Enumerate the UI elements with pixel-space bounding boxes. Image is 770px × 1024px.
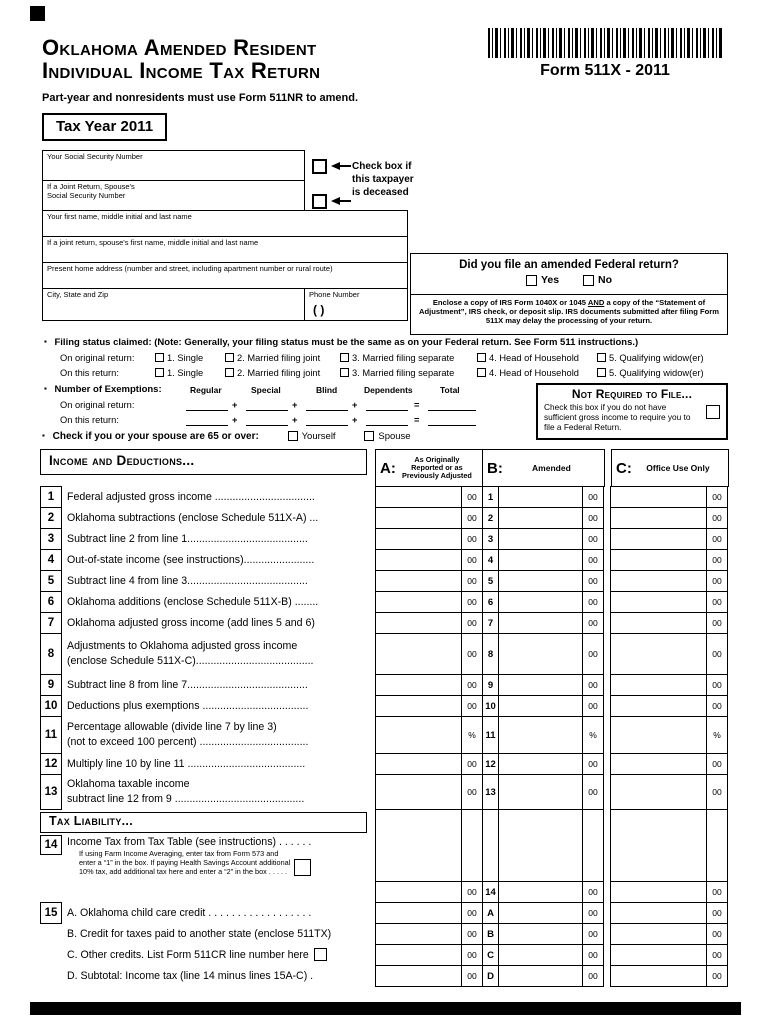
spouse-ssn-label: If a Joint Return, Spouse's Social Security Number xyxy=(47,182,135,200)
line-15d-col-c[interactable]: 00 xyxy=(610,965,728,987)
line-15a-col-a[interactable]: 00 xyxy=(375,902,483,924)
line-15c-col-b[interactable]: 00 xyxy=(498,944,604,966)
line-number: 10 xyxy=(40,695,62,717)
name-field[interactable]: Your first name, middle initial and last name xyxy=(42,210,408,237)
line-7-col-b[interactable]: 00 xyxy=(498,612,604,634)
address-field[interactable]: Present home address (number and street, including apartment number or rural route) xyxy=(42,262,408,289)
line-3-col-c[interactable]: 00 xyxy=(610,528,728,550)
line-10-col-b[interactable]: 00 xyxy=(498,695,604,717)
this-regular-blank[interactable] xyxy=(186,415,228,426)
column-c-header: C: Office Use Only xyxy=(611,449,729,487)
phone-parentheses: ( ) xyxy=(313,302,325,317)
this-qualifying-widow-checkbox[interactable] xyxy=(597,368,606,377)
line-15a-col-c[interactable]: 00 xyxy=(610,902,728,924)
orig-blind-blank[interactable] xyxy=(306,400,348,411)
orig-total-blank[interactable] xyxy=(428,400,476,411)
line-6-col-a[interactable]: 00 xyxy=(375,591,483,613)
arrow-left-icon xyxy=(331,197,351,205)
phone-field[interactable]: Phone Number ( ) xyxy=(304,288,408,321)
amended-federal-question-box xyxy=(410,253,728,295)
line-14-code-box[interactable] xyxy=(294,859,311,876)
income-deductions-table xyxy=(40,449,730,987)
this-dependents-blank[interactable] xyxy=(366,415,408,426)
age-65-section: ▪ Check if you or your spouse are 65 or over: Yourself Spouse xyxy=(42,431,411,442)
line-15d-row: D. Subtotal: Income tax (line 14 minus lines 15A-C) . 00 D 00 00 xyxy=(40,965,730,987)
exemptions-section: ▪ Number of Exemptions: Regular Special Blind Dependents Total On original return: + + + = On this return: + + + = xyxy=(42,384,534,432)
yourself-65-checkbox[interactable] xyxy=(288,431,298,441)
line-4-col-b[interactable]: 00 xyxy=(498,549,604,571)
line-number: 3 xyxy=(40,528,62,550)
this-blind-blank[interactable] xyxy=(306,415,348,426)
line-number: 11 xyxy=(40,716,62,754)
orig-special-blank[interactable] xyxy=(246,400,288,411)
table-row-12: 12 Multiply line 10 by line 11 ........................................ 00 12 00 00 xyxy=(40,753,730,775)
table-row-6: 6 Oklahoma additions (enclose Schedule 511X-B) ........ 00 6 00 00 xyxy=(40,591,730,613)
orig-qualifying-widow-checkbox[interactable] xyxy=(597,353,606,362)
col-special: Special xyxy=(251,385,281,395)
line-number: 4 xyxy=(40,549,62,571)
line-5-col-c[interactable]: 00 xyxy=(610,570,728,592)
orig-single-checkbox[interactable] xyxy=(155,353,164,362)
line-15c-col-c[interactable]: 00 xyxy=(610,944,728,966)
barcode xyxy=(488,28,722,58)
line-14-row: 14 Income Tax from Tax Table (see instructions) . . . . . . If using Farm Income Averaging, enter tax from Form 573 and enter a “1” in the box. If paying Health Savings Account additional 10% tax, add additional tax here and enter a “2” in the box . . . . . xyxy=(40,835,375,876)
federal-enclosure-note: Enclose a copy of IRS Form 1040X or 1045 AND a copy of the “Statement of Adjustment”, IRS check, or deposit slip. IRS documents submitted after filing Form 511X may delay the processing of your return. xyxy=(410,294,728,335)
line-6-col-c[interactable]: 00 xyxy=(610,591,728,613)
federal-no-label: No xyxy=(598,274,613,286)
table-row-3: 3 Subtract line 2 from line 1......................................... 00 3 00 00 xyxy=(40,528,730,550)
ssn-label: Your Social Security Number xyxy=(47,152,143,161)
federal-no-checkbox[interactable] xyxy=(583,275,594,286)
form-number: Form 511X - 2011 xyxy=(540,62,670,79)
line-15b-row: B. Credit for taxes paid to another state (enclose 511TX) 00 B 00 00 xyxy=(40,923,730,945)
line-13-col-a[interactable]: 00 xyxy=(375,774,483,810)
line-2-col-c[interactable]: 00 xyxy=(610,507,728,529)
this-single-checkbox[interactable] xyxy=(155,368,164,377)
line-1-col-b[interactable]: 00 xyxy=(498,486,604,508)
this-head-of-household-checkbox[interactable] xyxy=(477,368,486,377)
line-12-col-c[interactable]: 00 xyxy=(610,753,728,775)
column-a-header: A: As Originally Reported or as Previously Adjusted xyxy=(375,449,483,487)
filing-status-section: ▪ Filing status claimed: (Note: Generally, your filing status must be the same as on your Federal return. See Form 511 instructions.) On original return: 1. Single 2. Married filing joint 3. Married filing separate 4. Head of Household 5. Qualifying widow(er) On this return: 1. Single 2. Married filing joint 3. Married filing separate 4. Head of Household 5. Qualifying widow(er) xyxy=(44,337,704,378)
table-row-10: 10 Deductions plus exemptions .................................... 00 10 00 00 xyxy=(40,695,730,717)
line-9-col-a[interactable]: 00 xyxy=(375,674,483,696)
line-14-col-c[interactable]: 00 xyxy=(610,881,728,903)
bullet-icon: ▪ xyxy=(44,337,47,346)
orig-married-joint-checkbox[interactable] xyxy=(225,353,234,362)
line-12-col-b[interactable]: 00 xyxy=(498,753,604,775)
line-14-entry-area-c[interactable] xyxy=(610,809,728,882)
bullet-icon: ▪ xyxy=(42,431,45,440)
line-number: 9 xyxy=(40,674,62,696)
bullet-icon: ▪ xyxy=(44,384,47,393)
line-11-col-b[interactable]: % xyxy=(498,716,604,754)
taxpayer-deceased-checkbox[interactable] xyxy=(312,159,327,174)
federal-yes-checkbox[interactable] xyxy=(526,275,537,286)
col-regular: Regular xyxy=(190,385,222,395)
table-row-13: 13 Oklahoma taxable income subtract line 12 from 9 ............................................ 00 13 00 00 xyxy=(40,774,730,810)
orig-married-separate-checkbox[interactable] xyxy=(340,353,349,362)
table-row-4: 4 Out-of-state income (see instructions)........................ 00 4 00 00 xyxy=(40,549,730,571)
tax-year-box: Tax Year 2011 xyxy=(42,113,167,141)
line-1-col-c[interactable]: 00 xyxy=(610,486,728,508)
form-511cr-line-box[interactable] xyxy=(314,948,327,961)
line-2-col-b[interactable]: 00 xyxy=(498,507,604,529)
tax-liability-heading: Tax Liability... xyxy=(40,812,367,833)
col-dependents: Dependents xyxy=(364,385,413,395)
line-8-col-c[interactable]: 00 xyxy=(610,633,728,675)
line-5-col-b[interactable]: 00 xyxy=(498,570,604,592)
not-required-to-file-box: Not Required to File... Check this box if you do not have sufficient gross income to require you to file a Federal Return. xyxy=(536,383,728,440)
line-10-col-a[interactable]: 00 xyxy=(375,695,483,717)
spouse-65-checkbox[interactable] xyxy=(364,431,374,441)
line-14-col-b[interactable]: 00 xyxy=(498,881,604,903)
line-10-col-c[interactable]: 00 xyxy=(610,695,728,717)
line-8-col-a[interactable]: 00 xyxy=(375,633,483,675)
line-number: 6 xyxy=(40,591,62,613)
line-number: 12 xyxy=(40,753,62,775)
table-row-7: 7 Oklahoma adjusted gross income (add lines 5 and 6) 00 7 00 00 xyxy=(40,612,730,634)
filing-status-heading: ▪ Filing status claimed: (Note: Generally, your filing status must be the same as on your Federal return. See Form 511 instructions.) xyxy=(44,337,639,348)
not-required-checkbox[interactable] xyxy=(706,405,720,419)
amended-federal-question: Did you file an amended Federal return? xyxy=(459,259,679,271)
line-14-col-a[interactable]: 00 xyxy=(375,881,483,903)
line-12-col-a[interactable]: 00 xyxy=(375,753,483,775)
ssn-field[interactable] xyxy=(42,150,305,181)
form-subtitle: Part-year and nonresidents must use Form 511NR to amend. xyxy=(42,92,359,104)
table-row-9: 9 Subtract line 8 from line 7......................................... 00 9 00 00 xyxy=(40,674,730,696)
table-row-5: 5 Subtract line 4 from line 3......................................... 00 5 00 00 xyxy=(40,570,730,592)
city-state-zip-field[interactable]: City, State and Zip xyxy=(42,288,305,321)
line-15b-col-a[interactable]: 00 xyxy=(375,923,483,945)
line-15a-row: 15 A. Oklahoma child care credit . . . . . . . . . . . . . . . . . . 00 A 00 00 xyxy=(40,902,730,924)
orig-head-of-household-checkbox[interactable] xyxy=(477,353,486,362)
deceased-note: Check box if this taxpayer is deceased xyxy=(352,161,414,198)
spouse-ssn-field[interactable] xyxy=(42,180,305,211)
line-15d-col-a[interactable]: 00 xyxy=(375,965,483,987)
line-8-col-b[interactable]: 00 xyxy=(498,633,604,675)
line-15d-col-b[interactable]: 00 xyxy=(498,965,604,987)
line-3-col-a[interactable]: 00 xyxy=(375,528,483,550)
line-13-col-c[interactable]: 00 xyxy=(610,774,728,810)
table-row-1: 1 Federal adjusted gross income .................................. 00 1 00 00 xyxy=(40,486,730,508)
line-9-col-c[interactable]: 00 xyxy=(610,674,728,696)
spouse-deceased-checkbox[interactable] xyxy=(312,194,327,209)
orig-dependents-blank[interactable] xyxy=(366,400,408,411)
line-15b-col-b[interactable]: 00 xyxy=(498,923,604,945)
line-1-col-a[interactable]: 00 xyxy=(375,486,483,508)
exemptions-heading: ▪ Number of Exemptions: xyxy=(44,384,162,395)
this-married-joint-checkbox[interactable] xyxy=(225,368,234,377)
table-row-2: 2 Oklahoma subtractions (enclose Schedule 511X-A) ... 00 2 00 00 xyxy=(40,507,730,529)
not-required-title: Not Required to File... xyxy=(571,387,693,401)
line-number: 15 xyxy=(40,902,62,924)
line-14-entry-area-a[interactable] xyxy=(375,809,483,882)
line-11-col-c[interactable]: % xyxy=(610,716,728,754)
line-13-col-b[interactable]: 00 xyxy=(498,774,604,810)
line-number: 8 xyxy=(40,633,62,675)
col-blind: Blind xyxy=(316,385,338,395)
line-number: 2 xyxy=(40,507,62,529)
arrow-left-icon xyxy=(331,162,351,170)
form-title: Oklahoma Amended Resident Individual Income Tax Return xyxy=(42,35,321,83)
col-total: Total xyxy=(440,385,460,395)
line-4-col-a[interactable]: 00 xyxy=(375,549,483,571)
this-married-separate-checkbox[interactable] xyxy=(340,368,349,377)
line-number: 14 xyxy=(40,835,62,855)
line-15b-col-c[interactable]: 00 xyxy=(610,923,728,945)
line-5-col-a[interactable]: 00 xyxy=(375,570,483,592)
line-7-col-c[interactable]: 00 xyxy=(610,612,728,634)
this-total-blank[interactable] xyxy=(428,415,476,426)
this-special-blank[interactable] xyxy=(246,415,288,426)
line-15c-row: C. Other credits. List Form 511CR line number here 00 C 00 00 xyxy=(40,944,730,966)
bottom-bar xyxy=(30,1002,741,1015)
line-4-col-c[interactable]: 00 xyxy=(610,549,728,571)
table-row-8: 8 Adjustments to Oklahoma adjusted gross income (enclose Schedule 511X-C)........................................ 00 8 00 00 xyxy=(40,633,730,675)
line-15a-col-b[interactable]: 00 xyxy=(498,902,604,924)
federal-yes-label: Yes xyxy=(540,274,560,286)
spouse-name-field[interactable]: If a joint return, spouse's first name, middle initial and last name xyxy=(42,236,408,263)
orig-regular-blank[interactable] xyxy=(186,400,228,411)
line-number: 1 xyxy=(40,486,62,508)
line-9-col-b[interactable]: 00 xyxy=(498,674,604,696)
income-deductions-heading: Income and Deductions... xyxy=(40,449,367,475)
tax-liability-section: Tax Liability... 14 Income Tax from Tax Table (see instructions) . . . . . . If using Farm Income Averaging, enter tax from Form 573 and enter a “1” in the box. If paying Health Savings Account additional 10% tax, add additional tax here and enter a “2” in the box . . . . . 00 14 00 00 xyxy=(40,809,730,903)
line-14-fine-print: If using Farm Income Averaging, enter tax from Form 573 and enter a “1” in the box. If paying Health Savings Account additional 10% tax, add additional tax here and enter a “2” in the box . . . . . xyxy=(79,849,291,876)
line-6-col-b[interactable]: 00 xyxy=(498,591,604,613)
line-3-col-b[interactable]: 00 xyxy=(498,528,604,550)
line-15c-col-a[interactable]: 00 xyxy=(375,944,483,966)
line-11-col-a[interactable]: % xyxy=(375,716,483,754)
column-b-header: B: Amended xyxy=(482,449,605,487)
line-2-col-a[interactable]: 00 xyxy=(375,507,483,529)
line-number: 5 xyxy=(40,570,62,592)
line-7-col-a[interactable]: 00 xyxy=(375,612,483,634)
line-number: 13 xyxy=(40,774,62,810)
registration-mark xyxy=(30,6,45,21)
table-row-11: 11 Percentage allowable (divide line 7 by line 3) (not to exceed 100 percent) ..................................... % 11 % % xyxy=(40,716,730,754)
line-number: 7 xyxy=(40,612,62,634)
line-14-entry-area-b[interactable] xyxy=(498,809,604,882)
